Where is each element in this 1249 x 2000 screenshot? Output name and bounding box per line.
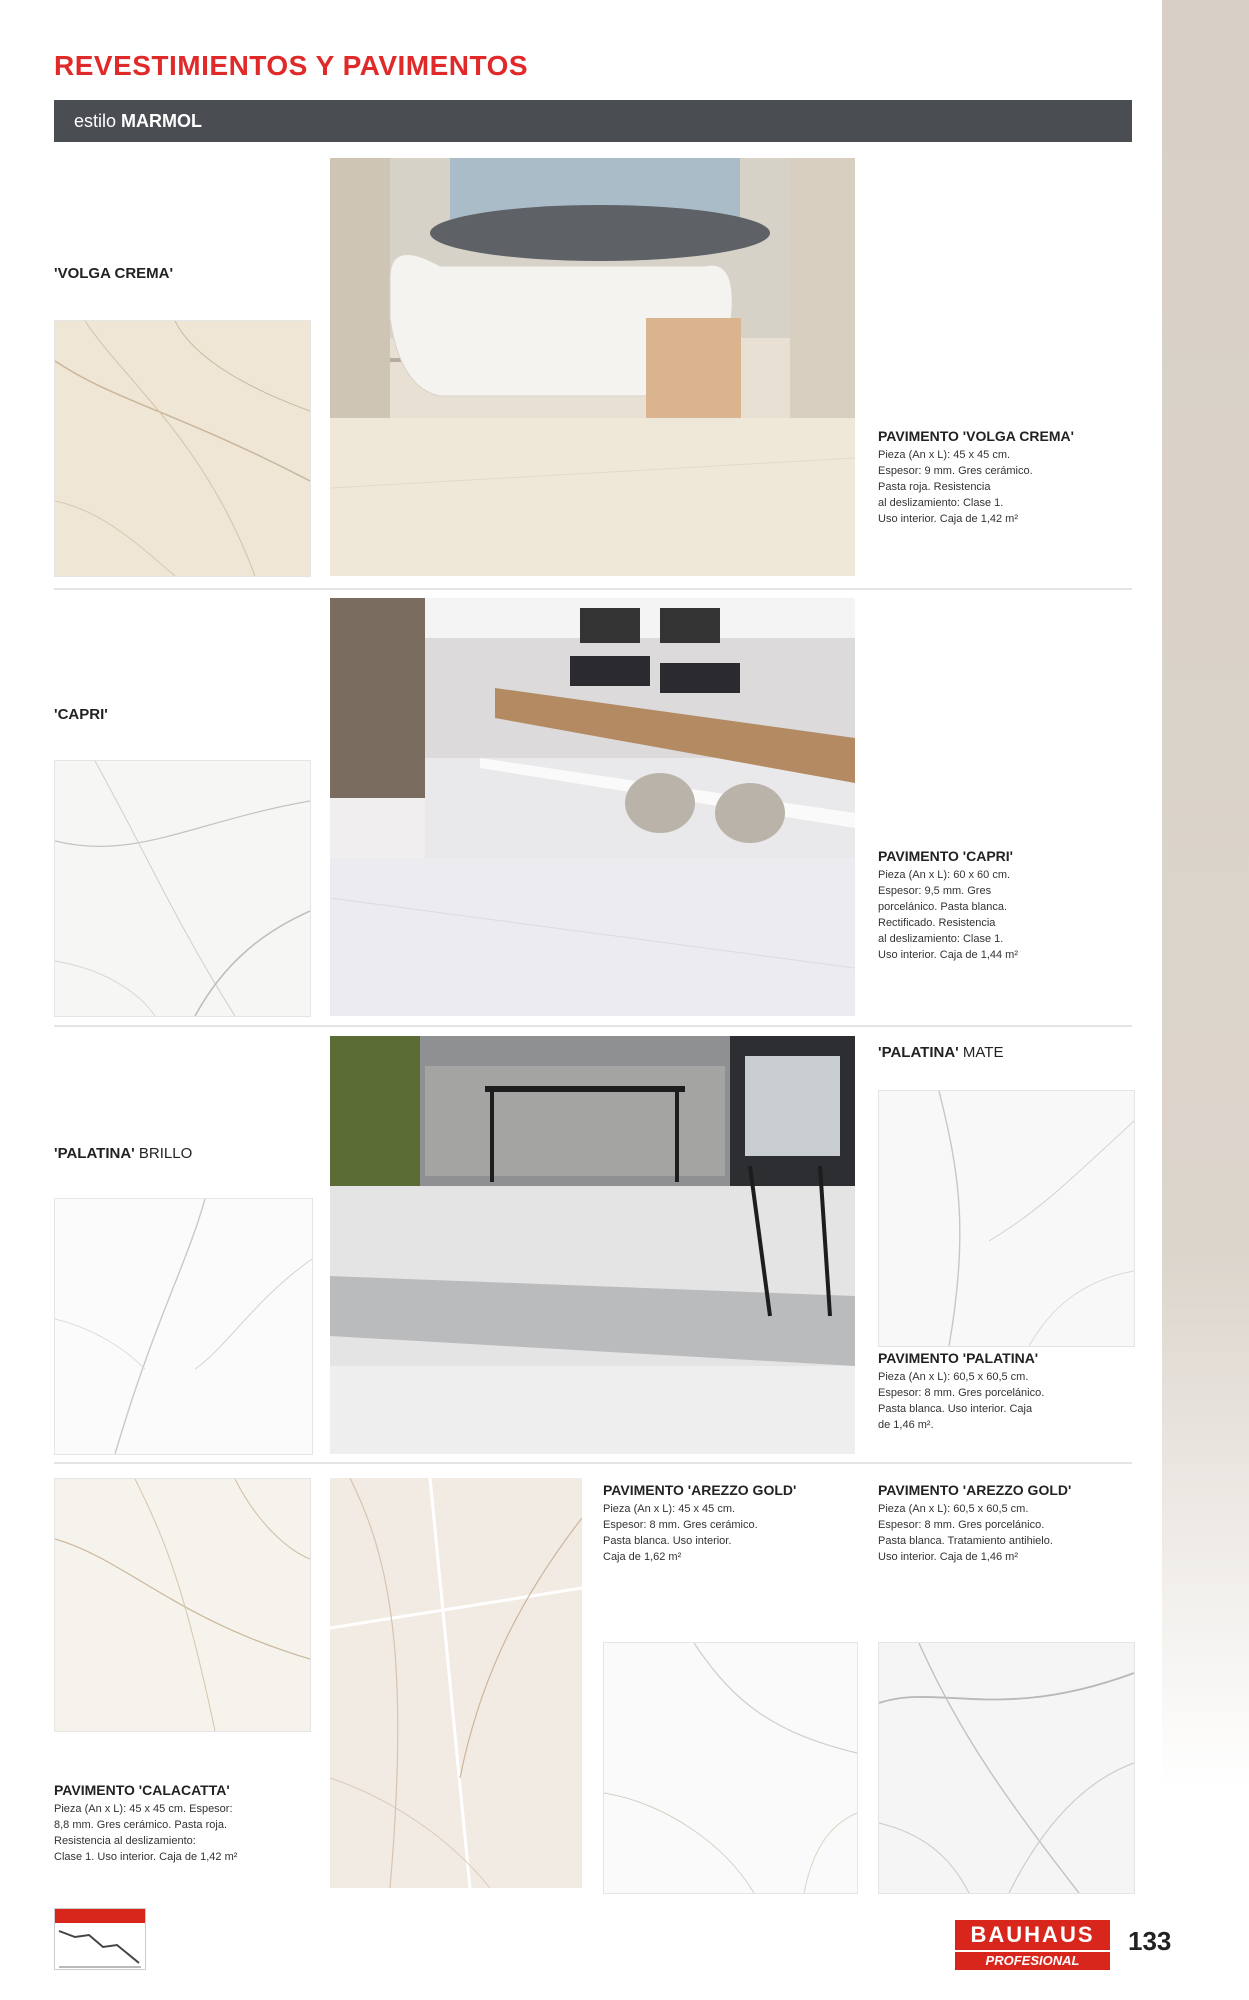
trend-chart-icon xyxy=(55,1923,145,1969)
palatina-brillo-name xyxy=(54,1145,192,1162)
swatch-finish: MATE xyxy=(962,1044,1004,1061)
desc-title: PAVIMENTO 'CALACATTA' xyxy=(54,1782,230,1798)
desc-line: Espesor: 9,5 mm. Gres xyxy=(878,885,992,897)
desc-line: Pieza (An x L): 60 x 60 cm. xyxy=(878,869,1011,881)
calacatta-description xyxy=(54,1782,319,1865)
page-number: 133 xyxy=(1128,1926,1172,1956)
brand-name: BAUHAUS xyxy=(955,1920,1110,1950)
logo-band xyxy=(55,1909,145,1923)
desc-title: PAVIMENTO 'PALATINA' xyxy=(878,1350,1039,1366)
desc-line: Pieza (An x L): 60,5 x 60,5 cm. xyxy=(878,1371,1029,1383)
bauhaus-logo xyxy=(955,1920,1110,1970)
desc-line: de 1,46 m². xyxy=(878,1419,934,1431)
desc-title: PAVIMENTO 'AREZZO GOLD' xyxy=(603,1482,797,1498)
arezzo-description-1 xyxy=(603,1482,858,1565)
capri-description xyxy=(878,848,1123,963)
footer-left-logo xyxy=(54,1908,146,1970)
side-section-tab xyxy=(1162,0,1249,1790)
capri-room-photo xyxy=(330,598,855,1016)
side-tab-label xyxy=(1186,140,1200,180)
desc-title: PAVIMENTO 'CAPRI' xyxy=(878,848,1014,864)
section-label xyxy=(74,111,202,132)
desc-line: porcelánico. Pasta blanca. xyxy=(878,901,1008,913)
desc-line: Uso interior. Caja de 1,42 m² xyxy=(878,513,1019,525)
living-room-photo xyxy=(330,1036,855,1454)
volga-swatch-name: 'VOLGA CREMA' xyxy=(54,265,174,282)
desc-line: Espesor: 8 mm. Gres porcelánico. xyxy=(878,1387,1045,1399)
arezzo-description-2 xyxy=(878,1482,1133,1565)
capri-swatch xyxy=(54,760,311,1017)
arezzo-swatch-2 xyxy=(878,1642,1135,1894)
marble-floor-photo xyxy=(330,1478,582,1888)
marble-texture xyxy=(55,1479,310,1731)
marble-texture xyxy=(604,1643,857,1893)
marble-texture xyxy=(55,1199,312,1454)
style-name: MARMOL xyxy=(121,111,203,131)
swatch-finish: BRILLO xyxy=(138,1145,193,1162)
desc-line: Clase 1. Uso interior. Caja de 1,42 m² xyxy=(54,1851,238,1863)
section-bar xyxy=(54,100,1132,142)
palatina-mate-name xyxy=(878,1044,1003,1061)
swatch-name: 'PALATINA' xyxy=(878,1044,959,1061)
desc-line: Uso interior. Caja de 1,46 m² xyxy=(878,1551,1019,1563)
volga-room-photo xyxy=(330,158,855,576)
desc-line: Uso interior. Caja de 1,44 m² xyxy=(878,949,1019,961)
marble-texture xyxy=(879,1643,1134,1893)
desc-line: Pasta blanca. Uso interior. Caja xyxy=(878,1403,1033,1415)
desc-line: Pasta blanca. Uso interior. xyxy=(603,1535,732,1547)
style-prefix: estilo xyxy=(74,111,117,131)
bathroom-photo xyxy=(330,158,855,576)
calacatta-floor-photo xyxy=(330,1478,582,1888)
desc-line: Pasta blanca. Tratamiento antihielo. xyxy=(878,1535,1053,1547)
desc-line: Espesor: 8 mm. Gres cerámico. xyxy=(603,1519,758,1531)
desc-title: PAVIMENTO 'VOLGA CREMA' xyxy=(878,428,1074,444)
marble-texture xyxy=(55,321,310,576)
volga-crema-swatch xyxy=(54,320,311,577)
row-divider xyxy=(54,588,1132,590)
capri-swatch-name: 'CAPRI' xyxy=(54,706,108,723)
brand-subline: PROFESIONAL xyxy=(955,1952,1110,1970)
palatina-description xyxy=(878,1350,1123,1433)
palatina-room-photo xyxy=(330,1036,855,1454)
desc-line: al deslizamiento: Clase 1. xyxy=(878,933,1004,945)
desc-line: Espesor: 8 mm. Gres porcelánico. xyxy=(878,1519,1045,1531)
palatina-brillo-swatch xyxy=(54,1198,313,1455)
calacatta-swatch xyxy=(54,1478,311,1732)
desc-line: 8,8 mm. Gres cerámico. Pasta roja. xyxy=(54,1819,227,1831)
desc-line: Caja de 1,62 m² xyxy=(603,1551,682,1563)
desc-line: Pasta roja. Resistencia xyxy=(878,481,991,493)
desc-line: Pieza (An x L): 60,5 x 60,5 cm. xyxy=(878,1503,1029,1515)
marble-texture xyxy=(55,761,310,1016)
desc-line: Pieza (An x L): 45 x 45 cm. xyxy=(878,449,1011,461)
swatch-name: 'PALATINA' xyxy=(54,1145,135,1162)
desc-line: al deslizamiento: Clase 1. xyxy=(878,497,1004,509)
desc-line: Espesor: 9 mm. Gres cerámico. xyxy=(878,465,1033,477)
bathroom-vanity-photo xyxy=(330,598,855,1016)
desc-line: Resistencia al deslizamiento: xyxy=(54,1835,196,1847)
page-title: REVESTIMIENTOS Y PAVIMENTOS xyxy=(54,50,529,81)
desc-line: Pieza (An x L): 45 x 45 cm. xyxy=(603,1503,736,1515)
volga-description xyxy=(878,428,1123,527)
desc-title: PAVIMENTO 'AREZZO GOLD' xyxy=(878,1482,1072,1498)
desc-line: Pieza (An x L): 45 x 45 cm. Espesor: xyxy=(54,1803,233,1815)
desc-line: Rectificado. Resistencia xyxy=(878,917,996,929)
row-divider xyxy=(54,1025,1132,1027)
arezzo-swatch-1 xyxy=(603,1642,858,1894)
marble-texture xyxy=(879,1091,1134,1346)
row-divider xyxy=(54,1462,1132,1464)
palatina-mate-swatch xyxy=(878,1090,1135,1347)
